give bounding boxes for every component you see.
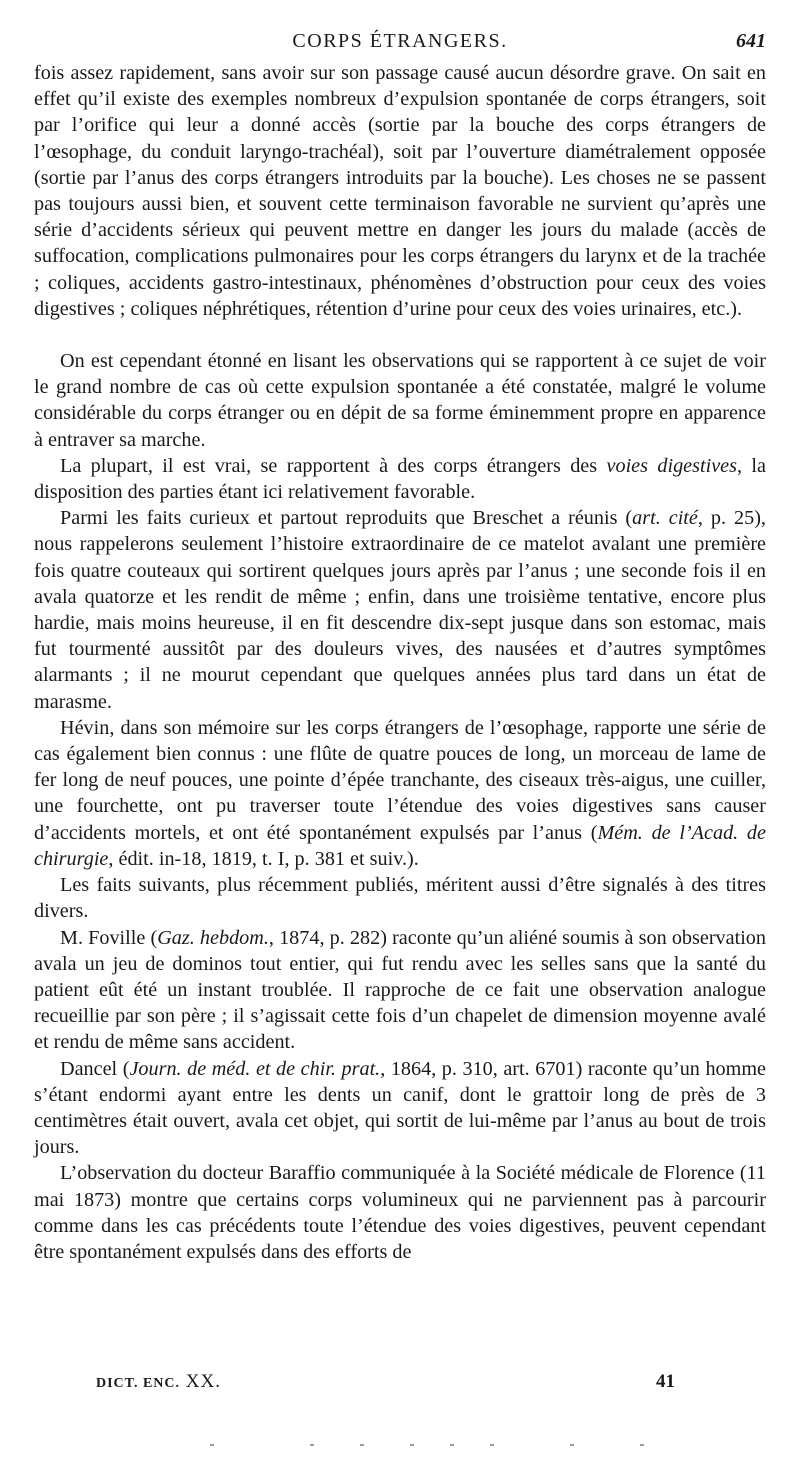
scan-speck <box>310 1444 314 1446</box>
italic-citation: art. cité <box>632 507 698 530</box>
signature-abbrev: DICT. ENC. <box>96 1376 181 1391</box>
scan-speck <box>450 1444 454 1446</box>
text-run: On est cependant étonné en lisant les observations qui se rapportent à ce sujet de voir le grand nombre de cas où cette expulsion spontanée a été constatée, malgré le volume considérable du corps étranger ou en dépit de sa forme éminemment propre en apparence à entraver sa marche. <box>34 350 766 451</box>
paragraph <box>34 1056 766 1161</box>
text-run: , 1874, p. 282) raconte qu’un aliéné soumis à son observation avala un jeu de dominos tout entier, qui fut rendu avec les selles sans que la santé du patient eût été un instant troublée. Il rapproche de ce fait une observation analogue recueillie par son père ; il s’agissait cette fois d’un chapelet de dimension moyenne avalé et rendu de même sans accident. <box>34 926 766 1054</box>
document-page <box>34 28 766 1265</box>
scan-specks <box>0 1440 800 1452</box>
body-text <box>34 60 766 1265</box>
paragraph <box>34 60 766 322</box>
text-run: Hévin, dans son mémoire sur les corps étrangers de l’œsophage, rapporte une série de cas également bien connus : une flûte de quatre pouces de long, un morceau de lame de fer long de neuf pouces, une pointe d’épée tranchante, des ciseaux très-aigus, une cuiller, une fourchette, ont pu traverser toute l’étendue des voies digestives sans causer d’accidents mortels, et ont été spontanément expulsés par l’anus ( <box>34 716 766 844</box>
running-header <box>34 28 766 60</box>
paragraph <box>34 715 766 872</box>
italic-citation: Journ. de méd. et de chir. prat. <box>129 1057 381 1080</box>
scan-speck <box>360 1444 364 1446</box>
paragraph <box>34 453 766 505</box>
scan-speck <box>570 1444 574 1446</box>
text-run: , édit. in-18, 1819, t. I, p. 381 et suiv.). <box>108 847 419 870</box>
italic-citation: Mém. de l’Acad. de chirurgie <box>34 821 766 870</box>
text-run: La plupart, il est vrai, se rapportent à des corps étrangers des <box>60 454 607 477</box>
running-title: CORPS ÉTRANGERS. <box>292 30 508 52</box>
scan-speck <box>210 1444 214 1446</box>
paragraph <box>34 925 766 1056</box>
text-run: , 1864, p. 310, art. 6701) raconte qu’un homme s’étant endormi ayant entre les dents un canif, dont le grattoir long de près de 3 centimètres était ouvert, avala cet objet, qui sortit de lui-même par l’anus au bout de trois jours. <box>34 1057 766 1159</box>
text-run: , la disposition des parties étant ici relativement favorable. <box>34 454 767 504</box>
scan-speck <box>410 1444 414 1446</box>
text-run: Les faits suivants, plus récemment publiés, méritent aussi d’être signalés à des titres divers. <box>34 874 766 923</box>
text-run: Parmi les faits curieux et partout reproduits que Breschet a réunis ( <box>60 507 633 530</box>
paragraph <box>34 505 766 715</box>
paragraph <box>34 872 766 924</box>
text-run: L’observation du docteur Baraffio communiquée à la Société médicale de Florence (11 mai 1873) montre que certains corps volumineux qui ne parviennent pas à parcourir comme dans les cas précédents toute l’étendue des voies digestives, peuvent cependant être spontanément expulsés dans des efforts de <box>34 1162 766 1263</box>
text-run: , p. 25), nous rappelerons seulement l’histoire extraordinaire de ce matelot avalant une première fois quatre couteaux qui sortirent quelques jours après par l’anus ; une seconde fois il en avala quatorze et les rendit de même ; enfin, dans une troisième tentative, encore plus hardie, mais moins heureuse, il en fit descendre dix-sept jusque dans son estomac, mais fut tourmenté aussitôt par des douleurs vives, des nausées et d’autres symptômes alarmants ; il ne mourut cependant que quelques années plus tard dans un état de marasme. <box>34 507 766 713</box>
text-run: fois assez rapidement, sans avoir sur son passage causé aucun désordre grave. On sait en effet qu’il existe des exemples nombreux d’expulsion spontanée de corps étrangers, soit par l’orifice qui leur a donné accès (sortie par la bouche des corps étrangers de l’œsophage, du conduit laryngo-trachéal), soit par l’ouverture diamétralement opposée (sortie par l’anus des corps étrangers introduits par la bouche). Les choses ne se passent pas toujours aussi bien, et souvent cette terminaison favorable ne survient qu’après une série d’accidents sérieux qui peuvent mettre en danger les jours du malade (accès de suffocation, complications pulmonaires pour les corps étrangers du larynx et de la trachée ; coliques, accidents gastro-intestinaux, phénomènes d’obstruction pour ceux des voies digestives ; coliques néphrétiques, rétention d’urine pour ceux des voies urinaires, etc.). <box>34 62 766 320</box>
page-number: 641 <box>736 30 766 52</box>
printer-signature <box>96 1371 221 1393</box>
signature-volume: XX. <box>185 1371 221 1392</box>
scan-speck <box>490 1444 494 1446</box>
scan-speck <box>640 1444 644 1446</box>
text-run: M. Foville ( <box>60 926 158 949</box>
italic-citation: Gaz. hebdom. <box>157 926 269 949</box>
paragraph <box>34 348 766 453</box>
signature-number: 41 <box>656 1371 675 1392</box>
italic-citation: voies digestives <box>606 454 737 477</box>
page-footer <box>96 1371 696 1399</box>
paragraph <box>34 1160 766 1265</box>
text-run: Dancel ( <box>60 1057 130 1080</box>
